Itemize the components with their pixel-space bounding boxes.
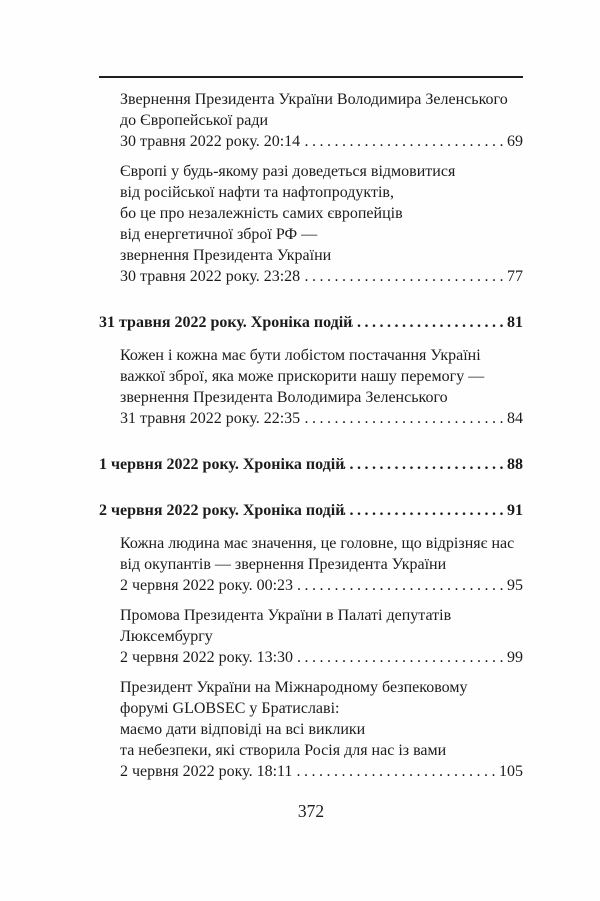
entry-title-line: від енергетичної зброї РФ —: [120, 225, 318, 243]
page-content: [99, 76, 523, 791]
toc-section-heading: [99, 500, 523, 521]
toc-section-heading: [99, 454, 523, 475]
header-rule: [99, 76, 523, 78]
entry-title-line: Люксембургу: [120, 627, 213, 645]
dot-leader: [352, 312, 507, 333]
heading-title: 2 червня 2022 року. Хроніка подій: [99, 501, 345, 519]
page-ref: 69: [507, 132, 523, 150]
entry-title-line: Кожна людина має значення, це головне, що відрізняє нас: [120, 534, 515, 552]
entry-dotline: [120, 131, 523, 152]
entry-title-line: Президент України на Міжнародному безпековому: [120, 678, 468, 696]
toc-entry: [99, 345, 523, 429]
entry-title-line: форумі GLOBSEC у Братиславі:: [120, 699, 340, 717]
entry-dotline: [120, 575, 523, 596]
heading-dotline: [99, 312, 523, 333]
folio-page-number: 372: [297, 801, 325, 821]
dot-leader: [293, 575, 507, 596]
toc-entry: [99, 161, 523, 287]
page-ref: 91: [507, 501, 523, 519]
entry-title-line: Європі у будь-якому разі доведеться відмовитися: [120, 162, 456, 180]
page-ref: 105: [499, 762, 523, 780]
page-ref: 88: [507, 455, 523, 473]
dot-leader: [344, 500, 507, 521]
entry-title-line: важкої зброї, яка може прискорити нашу перемогу —: [120, 367, 485, 385]
entry-title-line: звернення Президента України: [120, 246, 332, 264]
dot-leader: [293, 647, 507, 668]
toc-entry: [99, 677, 523, 782]
entry-title-line: Кожен і кожна має бути лобістом постачання Україні: [120, 346, 481, 364]
toc-section-heading: [99, 312, 523, 333]
entry-title-line: від російської нафти та нафтопродуктів,: [120, 183, 394, 201]
entry-dotline: [120, 266, 523, 287]
toc-entry: [99, 533, 523, 596]
entry-date-time: 30 травня 2022 року. 23:28: [120, 267, 301, 285]
heading-dotline: [99, 454, 523, 475]
entry-date-time: 2 червня 2022 року. 00:23: [120, 576, 294, 594]
page-ref: 81: [507, 313, 523, 331]
dot-leader: [300, 131, 507, 152]
entry-title-line: Звернення Президента України Володимира Зеленського: [120, 90, 508, 108]
entry-title-line: маємо дати відповіді на всі виклики: [120, 720, 366, 738]
entry-title-line: звернення Президента Володимира Зеленського: [120, 388, 448, 406]
heading-title: 31 травня 2022 року. Хроніка подій: [99, 313, 353, 331]
entry-date-time: 2 червня 2022 року. 18:11: [120, 762, 293, 780]
heading-title: 1 червня 2022 року. Хроніка подій: [99, 455, 345, 473]
entry-title-line: Промова Президента України в Палаті депутатів: [120, 606, 452, 624]
entry-dotline: [120, 761, 523, 782]
toc-list: [99, 89, 523, 782]
toc-entry: [99, 89, 523, 152]
page-ref: 99: [507, 648, 523, 666]
page-ref: 95: [507, 576, 523, 594]
entry-date-time: 31 травня 2022 року. 22:35: [120, 409, 301, 427]
dot-leader: [300, 266, 507, 287]
dot-leader: [292, 761, 499, 782]
entry-title-line: від окупантів — звернення Президента України: [120, 555, 447, 573]
entry-dotline: [120, 647, 523, 668]
toc-entry: [99, 605, 523, 668]
dot-leader: [344, 454, 507, 475]
entry-title-line: та небезпеки, які створила Росія для нас із вами: [120, 741, 447, 759]
page-ref: 77: [507, 267, 523, 285]
entry-date-time: 2 червня 2022 року. 13:30: [120, 648, 294, 666]
dot-leader: [300, 408, 507, 429]
entry-title-line: бо це про незалежність самих європейців: [120, 204, 403, 222]
entry-title-line: до Європейської ради: [120, 111, 269, 129]
heading-dotline: [99, 500, 523, 521]
entry-dotline: [120, 408, 523, 429]
page-ref: 84: [507, 409, 523, 427]
entry-date-time: 30 травня 2022 року. 20:14: [120, 132, 301, 150]
